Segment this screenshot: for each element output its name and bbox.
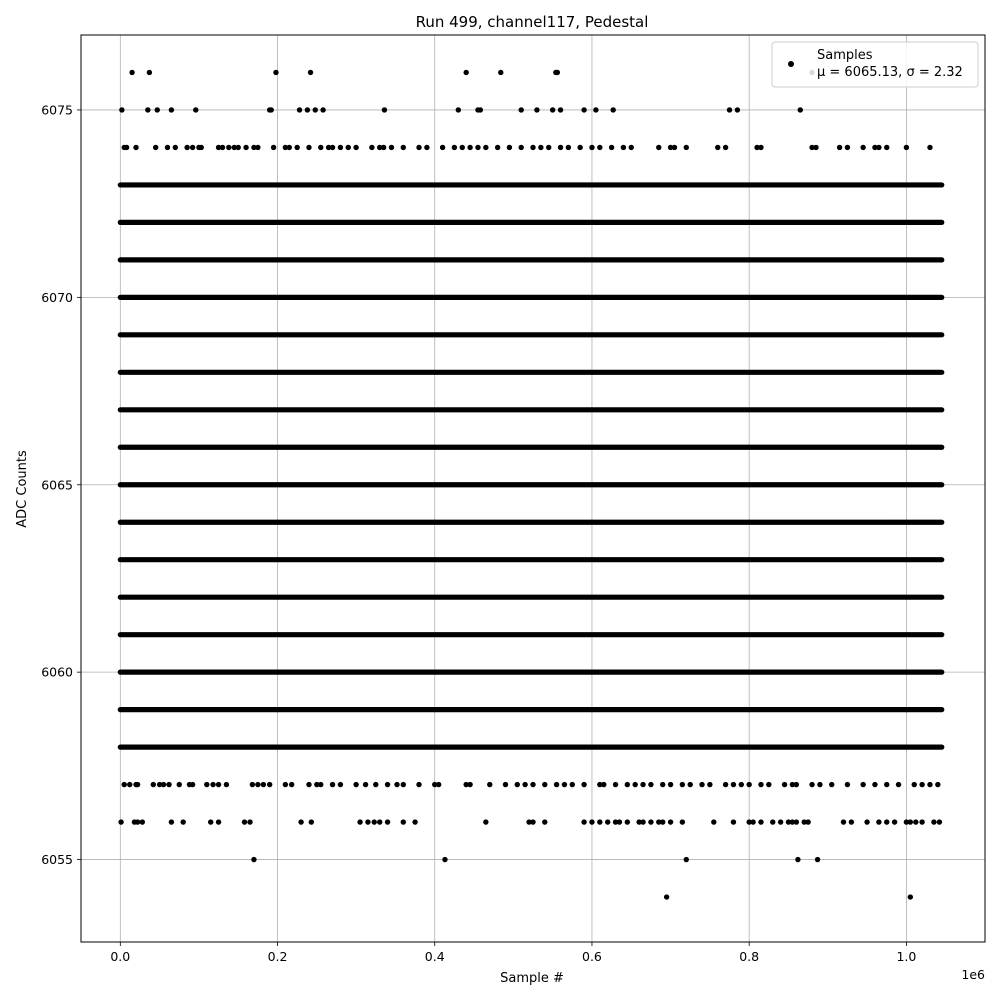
sample-point: [498, 70, 503, 75]
sample-point: [271, 145, 276, 150]
sample-point: [597, 145, 602, 150]
sample-point: [467, 782, 472, 787]
sample-point: [829, 782, 834, 787]
sample-point: [758, 145, 763, 150]
sample-point: [746, 782, 751, 787]
sample-point: [385, 782, 390, 787]
sample-point: [363, 782, 368, 787]
sample-point: [251, 857, 256, 862]
sample-point: [632, 782, 637, 787]
sample-point: [309, 819, 314, 824]
sample-point: [135, 819, 140, 824]
sample-point: [546, 145, 551, 150]
sample-point: [794, 819, 799, 824]
sample-point: [460, 145, 465, 150]
sample-point: [267, 782, 272, 787]
sample-point: [519, 107, 524, 112]
sample-point: [161, 782, 166, 787]
sample-point: [809, 782, 814, 787]
sample-point: [220, 145, 225, 150]
y-tick-label: 6055: [41, 852, 73, 868]
sample-point: [601, 782, 606, 787]
sample-point: [919, 782, 924, 787]
y-tick-label: 6065: [41, 477, 73, 493]
sample-point: [908, 894, 913, 899]
sample-point: [522, 782, 527, 787]
sample-point: [119, 107, 124, 112]
sample-point: [255, 782, 260, 787]
sample-point: [424, 145, 429, 150]
sample-point: [872, 782, 877, 787]
sample-point: [318, 145, 323, 150]
sample-point: [542, 782, 547, 787]
sample-point: [440, 145, 445, 150]
sample-point: [707, 782, 712, 787]
x-tick-label: 0.8: [739, 949, 760, 964]
y-tick-label: 6060: [41, 664, 73, 680]
sample-point: [442, 857, 447, 862]
sample-point: [372, 819, 377, 824]
sample-point: [169, 819, 174, 824]
sample-point: [298, 819, 303, 824]
sample-point: [173, 145, 178, 150]
sample-point: [589, 145, 594, 150]
sample-point: [463, 70, 468, 75]
sample-point: [330, 782, 335, 787]
sample-point: [876, 145, 881, 150]
sample-point: [306, 145, 311, 150]
sample-point: [876, 819, 881, 824]
sample-point: [845, 145, 850, 150]
x-tick-label: 0.4: [424, 949, 445, 964]
sample-point: [648, 819, 653, 824]
sample-point: [892, 819, 897, 824]
sample-point: [320, 107, 325, 112]
sample-point: [204, 782, 209, 787]
sample-point: [487, 782, 492, 787]
sample-point: [723, 145, 728, 150]
sample-point: [860, 145, 865, 150]
sample-point: [562, 782, 567, 787]
sample-point: [554, 782, 559, 787]
sample-point: [140, 819, 145, 824]
sample-point: [224, 782, 229, 787]
sample-point: [147, 70, 152, 75]
sample-point: [538, 145, 543, 150]
sample-point: [723, 782, 728, 787]
sample-point: [507, 145, 512, 150]
sample-point: [884, 145, 889, 150]
sample-point: [668, 819, 673, 824]
sample-point: [365, 819, 370, 824]
sample-point: [169, 107, 174, 112]
sample-point: [289, 782, 294, 787]
sample-point: [483, 819, 488, 824]
sample-point: [558, 107, 563, 112]
sample-point: [935, 782, 940, 787]
sample-point: [382, 107, 387, 112]
sample-point: [306, 782, 311, 787]
sample-point: [617, 819, 622, 824]
sample-point: [305, 107, 310, 112]
sample-point: [795, 857, 800, 862]
sample-point: [625, 782, 630, 787]
sample-point: [401, 145, 406, 150]
sample-point: [688, 782, 693, 787]
sample-point: [166, 782, 171, 787]
sample-point: [656, 145, 661, 150]
sample-point: [180, 819, 185, 824]
legend: [772, 42, 978, 87]
sample-point: [208, 819, 213, 824]
sample-point: [255, 145, 260, 150]
sample-point: [297, 107, 302, 112]
sample-point: [815, 857, 820, 862]
sample-point: [770, 819, 775, 824]
sample-point: [558, 145, 563, 150]
sample-point: [534, 107, 539, 112]
sample-point: [727, 107, 732, 112]
sample-point: [613, 782, 618, 787]
sample-point: [542, 819, 547, 824]
sample-point: [401, 782, 406, 787]
sample-point: [190, 145, 195, 150]
sample-point: [338, 782, 343, 787]
sample-point: [711, 819, 716, 824]
chart-title: Run 499, channel117, Pedestal: [415, 13, 649, 31]
x-axis-offset-label: 1e6: [961, 967, 985, 982]
sample-point: [210, 782, 215, 787]
sample-point: [226, 145, 231, 150]
legend-marker: [788, 61, 794, 67]
y-axis-label: ADC Counts: [15, 450, 30, 528]
sample-point: [864, 819, 869, 824]
sample-point: [199, 145, 204, 150]
sample-point: [660, 782, 665, 787]
sample-point: [841, 819, 846, 824]
sample-point: [346, 145, 351, 150]
sample-point: [813, 145, 818, 150]
sample-point: [177, 782, 182, 787]
sample-point: [153, 145, 158, 150]
sample-point: [605, 819, 610, 824]
sample-point: [377, 819, 382, 824]
y-tick-label: 6075: [41, 102, 73, 118]
sample-point: [555, 70, 560, 75]
sample-point: [216, 782, 221, 787]
sample-point: [530, 145, 535, 150]
sample-point: [731, 782, 736, 787]
sample-point: [269, 107, 274, 112]
sample-point: [236, 145, 241, 150]
sample-point: [133, 145, 138, 150]
sample-point: [680, 782, 685, 787]
sample-point: [758, 819, 763, 824]
sample-point: [931, 819, 936, 824]
sample-point: [394, 782, 399, 787]
sample-point: [381, 145, 386, 150]
sample-point: [589, 819, 594, 824]
sample-point: [261, 782, 266, 787]
sample-point: [145, 107, 150, 112]
sample-point: [135, 782, 140, 787]
sample-point: [313, 107, 318, 112]
sample-point: [412, 819, 417, 824]
sample-point: [581, 782, 586, 787]
sample-point: [129, 70, 134, 75]
sample-point: [577, 145, 582, 150]
x-tick-label: 1.0: [896, 949, 917, 964]
sample-point: [369, 145, 374, 150]
sample-point: [817, 782, 822, 787]
sample-point: [273, 70, 278, 75]
sample-point: [503, 782, 508, 787]
sample-point: [758, 782, 763, 787]
sample-point: [190, 782, 195, 787]
sample-point: [124, 145, 129, 150]
sample-point: [165, 145, 170, 150]
sample-point: [640, 819, 645, 824]
sample-point: [330, 145, 335, 150]
sample-point: [243, 145, 248, 150]
sample-point: [247, 819, 252, 824]
sample-point: [530, 782, 535, 787]
sample-point: [385, 819, 390, 824]
sample-point: [566, 145, 571, 150]
sample-point: [193, 107, 198, 112]
sample-point: [570, 782, 575, 787]
legend-series-label: Samples: [817, 48, 873, 63]
sample-point: [739, 782, 744, 787]
sample-point: [467, 145, 472, 150]
sample-point: [798, 107, 803, 112]
sample-point: [184, 145, 189, 150]
sample-point: [919, 819, 924, 824]
sample-point: [735, 107, 740, 112]
sample-point: [318, 782, 323, 787]
sample-point: [849, 819, 854, 824]
sample-point: [452, 145, 457, 150]
sample-point: [353, 782, 358, 787]
sample-point: [416, 782, 421, 787]
sample-point: [884, 819, 889, 824]
sample-point: [122, 782, 127, 787]
sample-point: [597, 819, 602, 824]
sample-point: [731, 819, 736, 824]
sample-point: [373, 782, 378, 787]
sample-point: [766, 782, 771, 787]
sample-point: [927, 145, 932, 150]
sample-point: [593, 107, 598, 112]
sample-point: [884, 782, 889, 787]
sample-point: [495, 145, 500, 150]
sample-point: [483, 145, 488, 150]
sample-point: [151, 782, 156, 787]
sample-point: [904, 145, 909, 150]
sample-point: [625, 819, 630, 824]
sample-point: [353, 145, 358, 150]
sample-point: [515, 782, 520, 787]
sample-point: [609, 145, 614, 150]
sample-point: [216, 819, 221, 824]
x-tick-label: 0.2: [267, 949, 288, 964]
x-axis-label: Sample #: [500, 971, 564, 986]
sample-point: [750, 819, 755, 824]
y-tick-label: 6070: [41, 289, 73, 305]
sample-point: [640, 782, 645, 787]
sample-point: [937, 819, 942, 824]
sample-point: [308, 70, 313, 75]
sample-point: [436, 782, 441, 787]
sample-point: [684, 145, 689, 150]
sample-point: [680, 819, 685, 824]
sample-point: [896, 782, 901, 787]
x-tick-label: 0.0: [110, 949, 131, 964]
sample-point: [581, 819, 586, 824]
sample-point: [837, 145, 842, 150]
sample-point: [416, 145, 421, 150]
sample-point: [357, 819, 362, 824]
sample-point: [294, 145, 299, 150]
sample-point: [860, 782, 865, 787]
sample-point: [610, 107, 615, 112]
sample-point: [456, 107, 461, 112]
sample-point: [629, 145, 634, 150]
sample-point: [845, 782, 850, 787]
sample-point: [664, 894, 669, 899]
sample-point: [908, 819, 913, 824]
x-tick-label: 0.6: [582, 949, 602, 964]
sample-point: [699, 782, 704, 787]
sample-point: [715, 145, 720, 150]
sample-point: [913, 819, 918, 824]
sample-point: [912, 782, 917, 787]
sample-point: [550, 107, 555, 112]
sample-point: [242, 819, 247, 824]
sample-point: [794, 782, 799, 787]
sample-point: [778, 819, 783, 824]
sample-point: [338, 145, 343, 150]
sample-point: [127, 782, 132, 787]
sample-point: [927, 782, 932, 787]
sample-point: [389, 145, 394, 150]
sample-point: [478, 107, 483, 112]
sample-point: [672, 145, 677, 150]
sample-point: [668, 782, 673, 787]
sample-point: [287, 145, 292, 150]
sample-point: [684, 857, 689, 862]
legend-stats-label: μ = 6065.13, σ = 2.32: [817, 65, 963, 80]
sample-point: [475, 145, 480, 150]
sample-point: [805, 819, 810, 824]
sample-point: [648, 782, 653, 787]
sample-point: [250, 782, 255, 787]
sample-point: [782, 782, 787, 787]
sample-point: [621, 145, 626, 150]
sample-point: [155, 107, 160, 112]
sample-point: [530, 819, 535, 824]
sample-point: [581, 107, 586, 112]
sample-point: [118, 819, 123, 824]
sample-point: [401, 819, 406, 824]
sample-point: [519, 145, 524, 150]
sample-point: [283, 782, 288, 787]
sample-point: [660, 819, 665, 824]
